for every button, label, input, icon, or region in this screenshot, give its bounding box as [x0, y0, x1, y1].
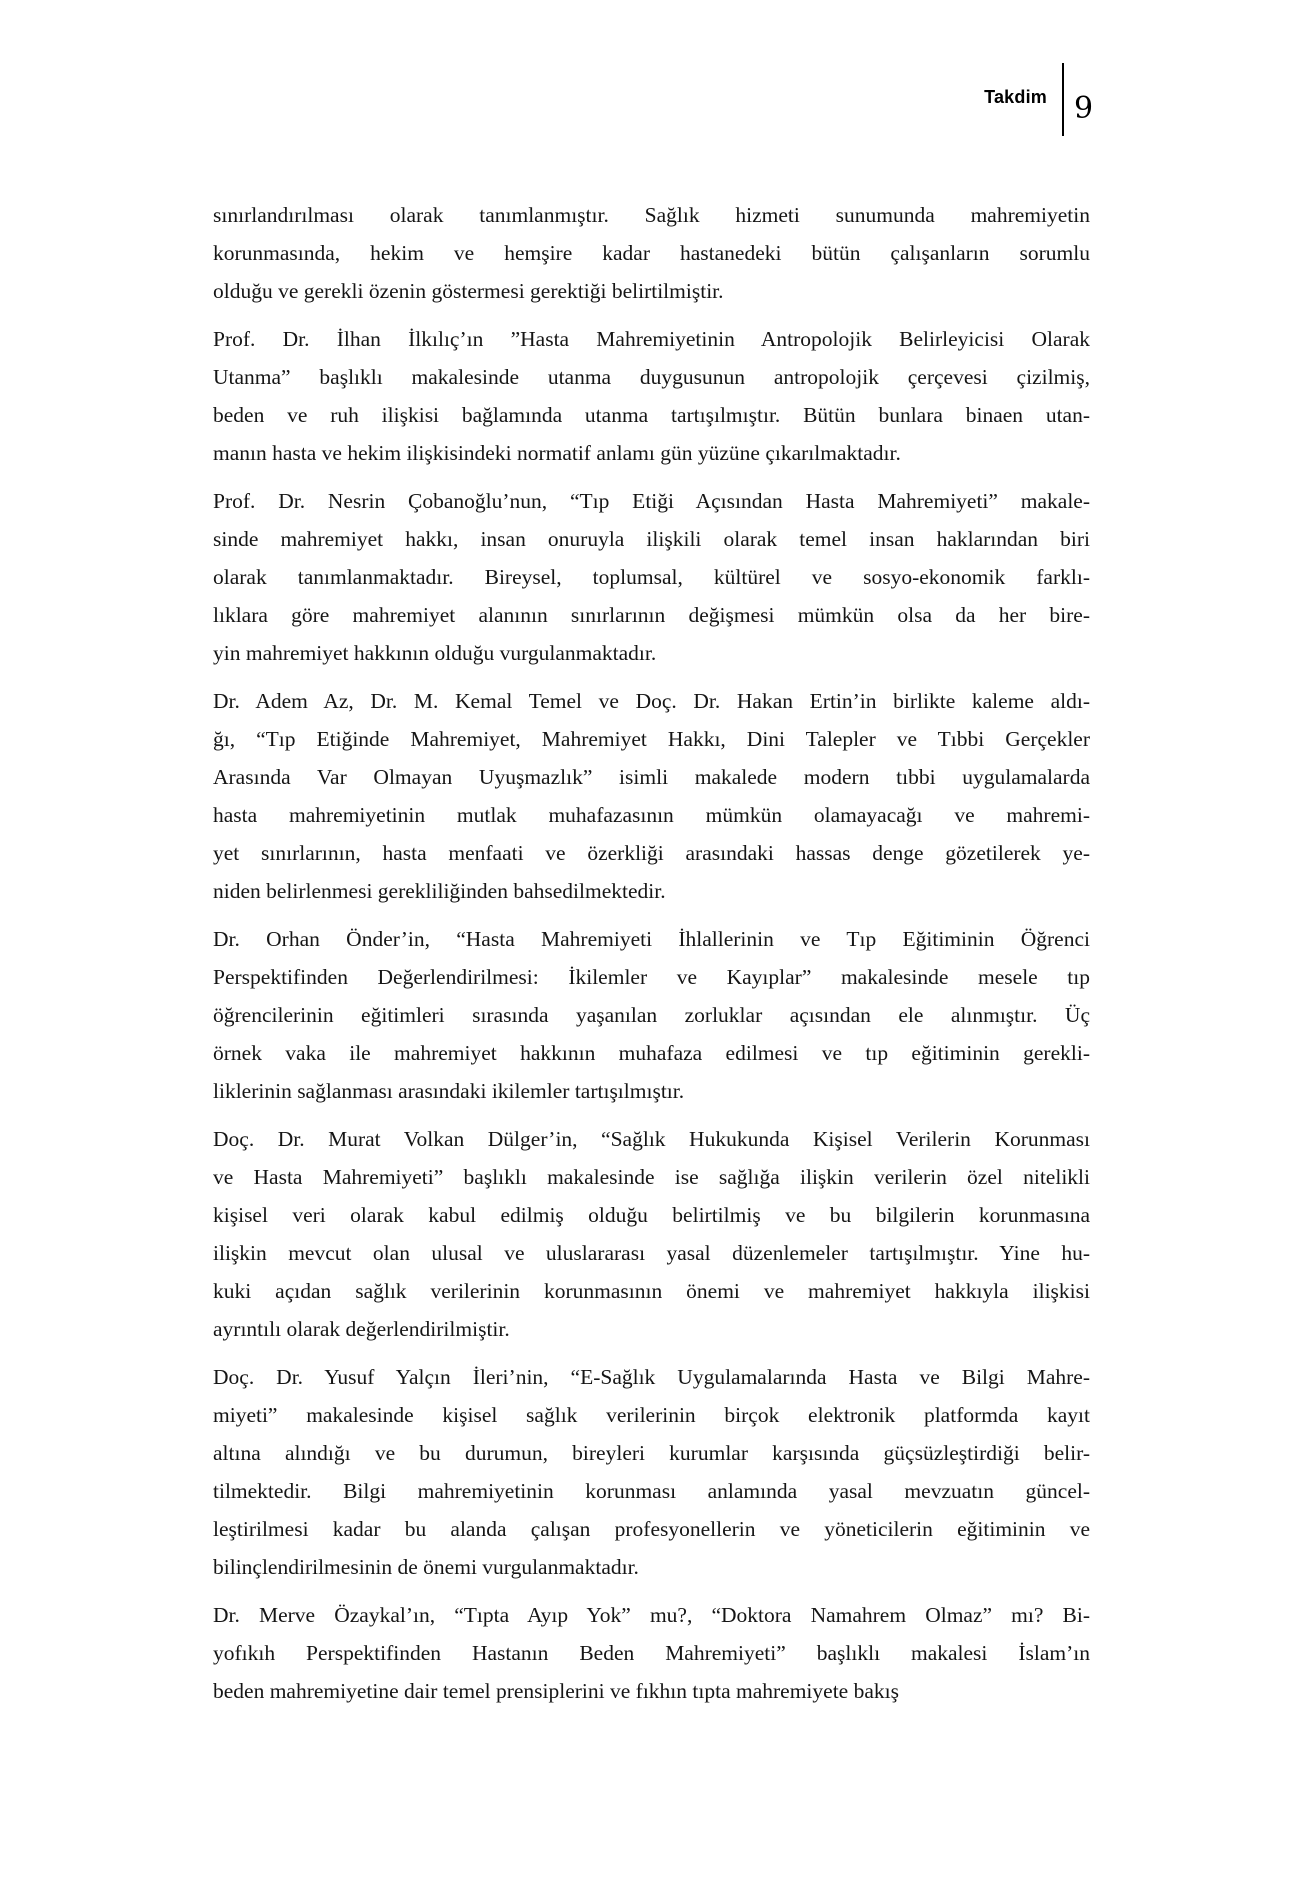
- running-title: Takdim: [984, 87, 1047, 107]
- text-line: manın hasta ve hekim ilişkisindeki normatif anlamı gün yüzüne çıkarılmaktadır.: [213, 441, 901, 465]
- text-line: Prof. Dr. Nesrin Çobanoğlu’nun, “Tıp Etiği Açısından Hasta Mahremiyeti” makale-: [213, 489, 1090, 513]
- text-line: öğrencilerinin eğitimleri sırasında yaşanılan zorluklar açısından ele alınmıştır. Üç: [213, 1003, 1090, 1027]
- text-line: sınırlandırılması olarak tanımlanmıştır. Sağlık hizmeti sunumunda mahremiyetin: [213, 203, 1090, 227]
- text-line: Perspektifinden Değerlendirilmesi: İkilemler ve Kayıplar” makalesinde mesele tıp: [213, 965, 1090, 989]
- header-divider: [1062, 63, 1064, 136]
- text-line: ayrıntılı olarak değerlendirilmiştir.: [213, 1317, 510, 1341]
- text-line: tilmektedir. Bilgi mahremiyetinin korunması anlamında yasal mevzuatın güncel-: [213, 1479, 1090, 1503]
- text-line: miyeti” makalesinde kişisel sağlık verilerinin birçok elektronik platformda kayıt: [213, 1403, 1090, 1427]
- text-line: örnek vaka ile mahremiyet hakkının muhafaza edilmesi ve tıp eğitiminin gerekli-: [213, 1041, 1090, 1065]
- text-line: Utanma” başlıklı makalesinde utanma duygusunun antropolojik çerçevesi çizilmiş,: [213, 365, 1090, 389]
- paragraph: [213, 682, 1090, 910]
- text-line: yin mahremiyet hakkının olduğu vurgulanmaktadır.: [213, 641, 657, 665]
- text-line: altına alındığı ve bu durumun, bireyleri kurumlar karşısında güçsüzleştirdiği belir-: [213, 1441, 1090, 1465]
- text-line: ilişkin mevcut olan ulusal ve uluslararası yasal düzenlemeler tartışılmıştır. Yine hu-: [213, 1241, 1090, 1265]
- text-line: lıklara göre mahremiyet alanının sınırlarının değişmesi mümkün olsa da her bire-: [213, 603, 1090, 627]
- text-line: Dr. Merve Özaykal’ın, “Tıpta Ayıp Yok” mu?, “Doktora Namahrem Olmaz” mı? Bi-: [213, 1603, 1090, 1627]
- paragraph: [213, 482, 1090, 672]
- paragraph: [213, 196, 1090, 310]
- paragraph: [213, 1358, 1090, 1586]
- paragraph: [213, 1120, 1090, 1348]
- text-line: Doç. Dr. Murat Volkan Dülger’in, “Sağlık Hukukunda Kişisel Verilerin Korunması: [213, 1127, 1090, 1151]
- text-line: niden belirlenmesi gerekliliğinden bahsedilmektedir.: [213, 879, 666, 903]
- text-line: bilinçlendirilmesinin de önemi vurgulanmaktadır.: [213, 1555, 639, 1579]
- text-line: Arasında Var Olmayan Uyuşmazlık” isimli makalede modern tıbbi uygulamalarda: [213, 765, 1090, 789]
- text-line: korunmasında, hekim ve hemşire kadar hastanedeki bütün çalışanların sorumlu: [213, 241, 1090, 265]
- text-line: olarak tanımlanmaktadır. Bireysel, toplumsal, kültürel ve sosyo-ekonomik farklı-: [213, 565, 1090, 589]
- text-line: ve Hasta Mahremiyeti” başlıklı makalesinde ise sağlığa ilişkin verilerin özel nitelikli: [213, 1165, 1090, 1189]
- paragraph: [213, 1596, 1090, 1710]
- text-line: Doç. Dr. Yusuf Yalçın İleri’nin, “E-Sağlık Uygulamalarında Hasta ve Bilgi Mahre-: [213, 1365, 1090, 1389]
- text-line: ğı, “Tıp Etiğinde Mahremiyet, Mahremiyet Hakkı, Dini Talepler ve Tıbbi Gerçekler: [213, 727, 1090, 751]
- text-line: yofıkıh Perspektifinden Hastanın Beden Mahremiyeti” başlıklı makalesi İslam’ın: [213, 1641, 1090, 1665]
- text-line: beden ve ruh ilişkisi bağlamında utanma tartışılmıştır. Bütün bunlara binaen utan-: [213, 403, 1090, 427]
- text-line: hasta mahremiyetinin mutlak muhafazasının mümkün olamayacağı ve mahremi-: [213, 803, 1090, 827]
- page-number: 9: [1074, 91, 1094, 126]
- text-line: Dr. Adem Az, Dr. M. Kemal Temel ve Doç. Dr. Hakan Ertin’in birlikte kaleme aldı-: [213, 689, 1090, 713]
- text-line: kişisel veri olarak kabul edilmiş olduğu belirtilmiş ve bu bilgilerin korunmasına: [213, 1203, 1090, 1227]
- text-line: kuki açıdan sağlık verilerinin korunmasının önemi ve mahremiyet hakkıyla ilişkisi: [213, 1279, 1090, 1303]
- text-line: yet sınırlarının, hasta menfaati ve özerkliği arasındaki hassas denge gözetilerek ye-: [213, 841, 1090, 865]
- body-text: [213, 196, 1090, 1710]
- text-line: sinde mahremiyet hakkı, insan onuruyla ilişkili olarak temel insan haklarından biri: [213, 527, 1090, 551]
- text-line: beden mahremiyetine dair temel prensiplerini ve fıkhın tıpta mahremiyete bakış: [213, 1679, 899, 1703]
- text-line: leştirilmesi kadar bu alanda çalışan profesyonellerin ve yöneticilerin eğitiminin ve: [213, 1517, 1090, 1541]
- text-line: Prof. Dr. İlhan İlkılıç’ın ”Hasta Mahremiyetinin Antropolojik Belirleyicisi Olarak: [213, 327, 1090, 351]
- paragraph: [213, 920, 1090, 1110]
- text-line: liklerinin sağlanması arasındaki ikilemler tartışılmıştır.: [213, 1079, 685, 1103]
- text-line: olduğu ve gerekli özenin göstermesi gerektiği belirtilmiştir.: [213, 279, 724, 303]
- text-line: Dr. Orhan Önder’in, “Hasta Mahremiyeti İhlallerinin ve Tıp Eğitiminin Öğrenci: [213, 927, 1090, 951]
- paragraph: [213, 320, 1090, 472]
